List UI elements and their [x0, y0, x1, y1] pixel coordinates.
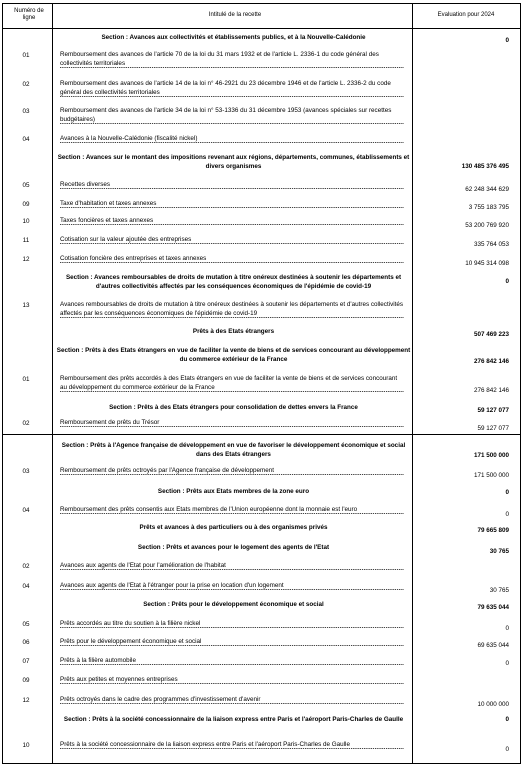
section-heading: Section : Avances aux collectivités et établissements publics, et à la Nouvelle-Calédonie	[101, 34, 366, 41]
evaluation-amount: 0	[505, 489, 509, 496]
section-heading: Section : Prêts à la société concessionnaire de la liaison express entre Paris et l'aéroport Paris-Charles de Gaulle	[63, 716, 404, 723]
header-line-number: Numéro de ligne	[14, 8, 44, 21]
header-title: Intitulé de la recette	[208, 12, 262, 18]
line-label-text: Remboursement des avances de l'article 34 de la loi n° 53-1336 du 31 décembre 1953 (avances spéciales sur recettes budgétaires)	[60, 107, 392, 123]
evaluation-amount: 69 635 044	[477, 642, 509, 649]
line-label	[60, 505, 404, 514]
line-label-text: Prêts à la société concessionnaire de la liaison express entre Paris et l'aéroport Paris-Charles de Gaulle	[60, 741, 350, 748]
line-number: 02	[22, 420, 30, 427]
line-label-text: Taxe d'habitation et taxes annexes	[60, 200, 157, 207]
line-number: 10	[22, 218, 30, 225]
line-number: 09	[22, 677, 30, 684]
line-label	[60, 106, 404, 124]
page-break-divider	[2, 434, 520, 435]
section-heading: Section : Avances sur le montant des impositions revenant aux régions, départements, communes, établissements et divers organismes	[57, 154, 410, 170]
line-label-text: Prêts aux petites et moyennes entreprises	[60, 676, 178, 683]
line-label	[60, 637, 404, 646]
header-divider	[2, 28, 520, 29]
evaluation-amount: 30 765	[489, 587, 509, 594]
column-divider-2	[412, 3, 413, 763]
section-heading: Section : Prêts à l'Agence française de développement en vue de favoriser le développement économique et social dans des Etats étrangers	[61, 442, 406, 458]
section-heading: Section : Prêts pour le développement économique et social	[143, 601, 324, 608]
line-label	[60, 50, 404, 68]
line-number: 05	[22, 182, 30, 189]
line-number: 13	[22, 302, 30, 309]
evaluation-amount: 171 500 000	[473, 452, 509, 459]
evaluation-amount: 62 248 344 629	[465, 186, 509, 193]
section-heading: Section : Prêts aux Etats membres de la zone euro	[157, 488, 310, 495]
line-label-text: Remboursement de prêts octroyés par l'Agence française de développement	[60, 467, 275, 474]
line-label	[60, 199, 404, 208]
section-heading: Section : Prêts à des Etats étrangers en vue de faciliter la vente de biens et de services concourant au développement du commerce extérieur de la France	[56, 347, 411, 363]
evaluation-amount: 171 500 000	[473, 472, 509, 479]
evaluation-amount: 507 469 223	[473, 331, 509, 338]
line-number: 12	[22, 697, 30, 704]
line-label-text: Remboursement de prêts du Trésor	[60, 419, 160, 426]
line-number: 09	[22, 201, 30, 208]
line-number: 02	[22, 563, 30, 570]
line-label-text: Remboursement des prêts accordés à des Etats étrangers en vue de faciliter la vente de biens et de services concourant au développement du commerce extérieur de la France	[60, 375, 398, 391]
evaluation-amount: 10 945 314 098	[465, 260, 509, 267]
section-heading: Prêts et avances à des particuliers ou à des organismes privés	[139, 524, 328, 531]
line-label	[60, 695, 404, 704]
section-heading: Section : Prêts et avances pour le logement des agents de l'Etat	[137, 544, 330, 551]
line-number: 06	[22, 639, 30, 646]
line-label-text: Remboursement des prêts consentis aux Etats membres de l'Union européenne dont la monnaie est l'euro	[60, 506, 358, 513]
line-label	[60, 180, 404, 189]
line-label	[60, 418, 404, 427]
line-label-text: Recettes diverses	[60, 181, 111, 188]
line-number: 04	[22, 507, 30, 514]
line-number: 04	[22, 136, 30, 143]
line-number: 01	[22, 376, 30, 383]
evaluation-amount: 0	[505, 625, 509, 632]
line-label	[60, 216, 404, 225]
evaluation-amount: 53 200 769 920	[465, 222, 509, 229]
evaluation-amount: 0	[505, 746, 509, 753]
line-label	[60, 134, 404, 143]
line-label	[60, 561, 404, 570]
evaluation-amount: 79 635 044	[477, 604, 509, 611]
line-number: 01	[22, 52, 30, 59]
line-label	[60, 374, 404, 392]
line-label	[60, 740, 404, 749]
evaluation-amount: 10 000 000	[477, 701, 509, 708]
line-number: 03	[22, 108, 30, 115]
line-label	[60, 656, 404, 665]
line-label	[60, 300, 404, 318]
line-number: 07	[22, 658, 30, 665]
line-label	[60, 79, 404, 97]
line-label-text: Prêts pour le développement économique et social	[60, 638, 202, 645]
line-label-text: Avances aux agents de l'Etat à l'étranger pour la prise en location d'un logement	[60, 582, 284, 589]
evaluation-amount: 0	[505, 278, 509, 285]
section-heading: Section : Prêts à des Etats étrangers pour consolidation de dettes envers la France	[109, 404, 358, 411]
column-divider-1	[52, 3, 53, 763]
line-label-text: Cotisation foncière des entreprises et taxes annexes	[60, 255, 207, 262]
evaluation-amount: 0	[505, 716, 509, 723]
evaluation-amount: 59 127 077	[477, 407, 509, 414]
line-number: 04	[22, 583, 30, 590]
line-number: 02	[22, 81, 30, 88]
line-label	[60, 466, 404, 475]
line-label-text: Avances remboursables de droits de mutation à titre onéreux destinées à soutenir les départements et d'autres collectivités affectés par les conséquences économiques de l'épidémie de covid-19	[60, 301, 404, 317]
line-label-text: Taxes foncières et taxes annexes	[60, 217, 154, 224]
line-number: 03	[22, 468, 30, 475]
header-evaluation: Evaluation pour 2024	[437, 12, 495, 18]
evaluation-amount: 0	[505, 660, 509, 667]
evaluation-amount: 3 755 183 795	[468, 204, 509, 211]
evaluation-amount: 79 665 809	[477, 527, 509, 534]
line-number: 11	[22, 237, 30, 244]
evaluation-amount: 0	[505, 511, 509, 518]
evaluation-amount: 335 764 053	[473, 241, 509, 248]
evaluation-amount: 59 127 077	[477, 425, 509, 432]
section-heading: Section : Avances remboursables de droits de mutation à titre onéreux destinées à soutenir les départements et d'autres collectivités affectés par les conséquences économiques de l'épidémie de covid-19	[65, 274, 402, 290]
line-label-text: Prêts octroyés dans le cadre des programmes d'investissement d'avenir	[60, 696, 261, 703]
line-label-text: Avances à la Nouvelle-Calédonie (fiscalité nickel)	[60, 135, 198, 142]
line-label-text: Prêts à la filière automobile	[60, 657, 136, 664]
line-label	[60, 619, 404, 628]
line-label-text: Cotisation sur la valeur ajoutée des entreprises	[60, 236, 192, 243]
line-label	[60, 675, 404, 684]
section-heading: Prêts à des Etats étrangers	[192, 328, 275, 335]
line-label	[60, 254, 404, 263]
evaluation-amount: 276 842 146	[473, 358, 509, 365]
line-number: 05	[22, 621, 30, 628]
line-label	[60, 581, 404, 590]
evaluation-amount: 130 485 376 495	[461, 163, 509, 170]
line-number: 10	[22, 742, 30, 749]
line-label-text: Avances aux agents de l'Etat pour l'amélioration de l'habitat	[60, 562, 226, 569]
evaluation-amount: 276 842 146	[473, 387, 509, 394]
line-label-text: Prêts accordés au titre du soutien à la filière nickel	[60, 620, 201, 627]
line-number: 12	[22, 256, 30, 263]
line-label-text: Remboursement des avances de l'article 14 de la loi n° 46-2921 du 23 décembre 1946 et de l'article L. 2336-2 du code général des collectivités territoriales	[60, 80, 391, 96]
evaluation-amount: 0	[505, 37, 509, 44]
evaluation-amount: 30 765	[489, 548, 509, 555]
line-label-text: Remboursement des avances de l'article 70 de la loi du 31 mars 1932 et de l'article L. 2336-1 du code général des collectivités territoriales	[60, 51, 379, 67]
line-label	[60, 235, 404, 244]
